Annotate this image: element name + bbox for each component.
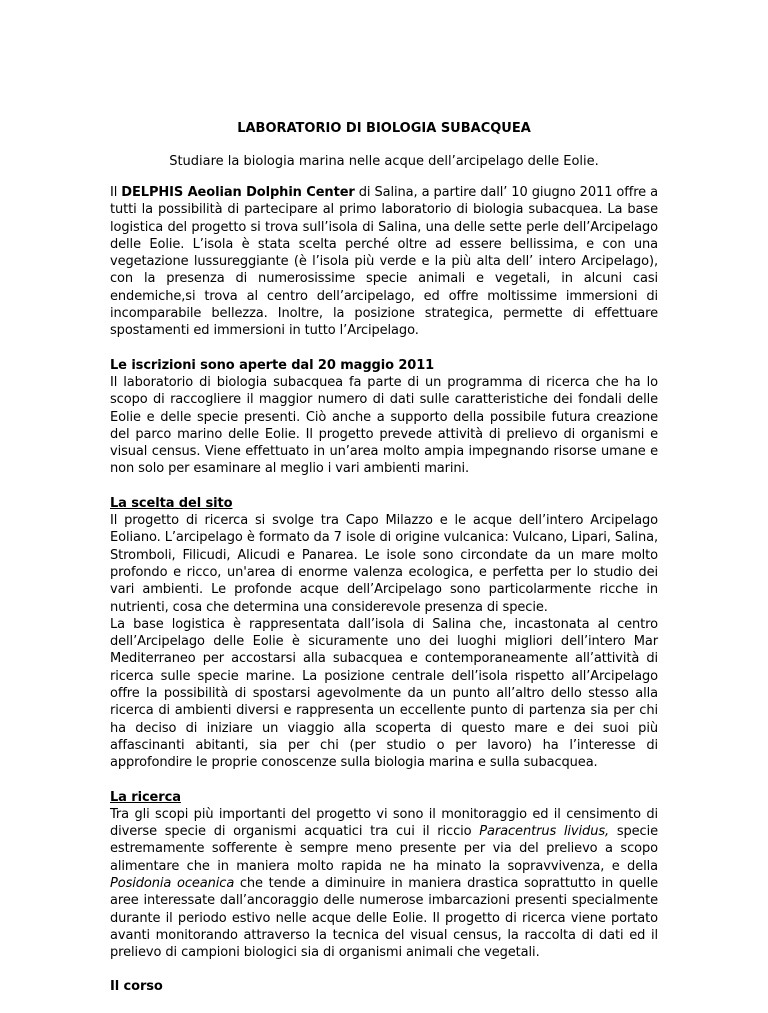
document-body (110, 184, 658, 1013)
ricerca-heading: La ricerca (110, 789, 181, 805)
ricerca-text-1: Tra gli scopi più importanti del progetto vi sono il monitoraggio ed il censimento di diverse specie di organismi acquatici tra cui il riccio (110, 806, 658, 840)
iscrizioni-text: Il laboratorio di biologia subacquea fa parte di un programma di ricerca che ha lo scopo di raccogliere il maggior numero di dati sulle caratteristiche dei fondali delle Eolie e delle specie presenti. Ciò anche a supporto della possibile futura creazione del parco marino delle Eolie. Il progetto prevede attività di prelievo di organismi e visual census. Viene effettuato in un’area molto ampia impegnando risorse umane e non solo per esaminare al meglio i vari ambienti marini. (110, 374, 658, 477)
sito-section (110, 495, 658, 616)
corso-heading: Il corso (110, 979, 163, 995)
document-subtitle: Studiare la biologia marina nelle acque dell’arcipelago delle Eolie. (169, 154, 599, 169)
sito-heading: La scelta del sito (110, 495, 233, 511)
corso-section (110, 978, 658, 995)
sito-text-2: La base logistica è rappresentata dall’isola di Salina che, incastonata al centro dell’Arcipelago delle Eolie è sicuramente uno dei luoghi migliori dell’intero Mar Mediterraneo per accostarsi alla subacquea e contemporaneamente all’attività di ricerca sulle specie marine. La posizione centrale dell’isola rispetto all’Arcipelago offre la possibilità di spostarsi agevolmente da un punto all’altro dello stesso alla ricerca di ambienti diversi e rappresenta un eccellente punto di partenza sia per chi ha deciso di iniziare un viaggio alla scoperta di questo mare e dei suoi più affascinanti abitanti, sia per chi (per studio o per lavoro) ha l’interesse di approfondire le proprie conoscenze sulla biologia marina e sulla subacquea. (110, 616, 658, 771)
ricerca-section (110, 789, 658, 962)
document-title: LABORATORIO DI BIOLOGIA SUBACQUEA (237, 121, 531, 136)
ricerca-text-2: specie estremamente sofferente è sempre meno presente per via del prelievo a scopo alimentare che in maniera molto rapida ne ha minato la sopravvivenza, e della (110, 824, 659, 874)
iscrizioni-heading: Le iscrizioni sono aperte dal 20 maggio 2011 (110, 357, 435, 373)
intro-pre: Il (110, 185, 122, 200)
intro-post: di Salina, a partire dall’ 10 giugno 2011 offre a tutti la possibilità di partecipare al primo laboratorio di biologia subacquea. La base logistica del progetto si trova sull’isola di Salina, una delle sette perle dell’Arcipelago delle Eolie. L’isola è stata scelta perché oltre ad essere bellissima, e con una vegetazione lussureggiante (è l’isola più verde e la più alta dell’ intero Arcipelago), con la presenza di numerosissime specie animali e vegetali, in alcuni casi endemiche,si trova al centro dell’arcipelago, ed offre moltissime immersioni di incomparabile bellezza. Inoltre, la posizione strategica, permette di effettuare spostamenti ed immersioni in tutto l’Arcipelago. (110, 185, 658, 339)
sito-paragraph-2 (110, 616, 658, 772)
intro-paragraph (110, 184, 658, 340)
species-paracentrus: Paracentrus lividus, (479, 824, 610, 840)
species-posidonia: Posidonia oceanica (110, 875, 235, 891)
document-page (110, 0, 658, 994)
iscrizioni-section (110, 357, 658, 478)
ricerca-text-3: che tende a diminuire in maniera drastica soprattutto in quelle aree interessate dall’ancoraggio delle numerose imbarcazioni presenti specialmente durante il periodo estivo nelle acque delle Eolie. Il progetto di ricerca viene portato avanti monitorando attraverso la tecnica del visual census, la raccolta di dati ed il prelievo di campioni biologici sia di organismi animali che vegetali. (110, 875, 658, 961)
sito-text-1: Il progetto di ricerca si svolge tra Capo Milazzo e le acque dell’intero Arcipelago Eoliano. L’arcipelago è formato da 7 isole di origine vulcanica: Vulcano, Lipari, Salina, Stromboli, Filicudi, Alicudi e Panarea. Le isole sono circondate da un mare molto profondo e ricco, un'area di enorme valenza ecologica, e perfetta per lo studio dei vari ambienti. Le profonde acque dell’Arcipelago sono particolarmente ricche in nutrienti, cosa che determina una considerevole presenza di specie. (110, 513, 658, 615)
center-name: DELPHIS Aeolian Dolphin Center (121, 185, 355, 200)
